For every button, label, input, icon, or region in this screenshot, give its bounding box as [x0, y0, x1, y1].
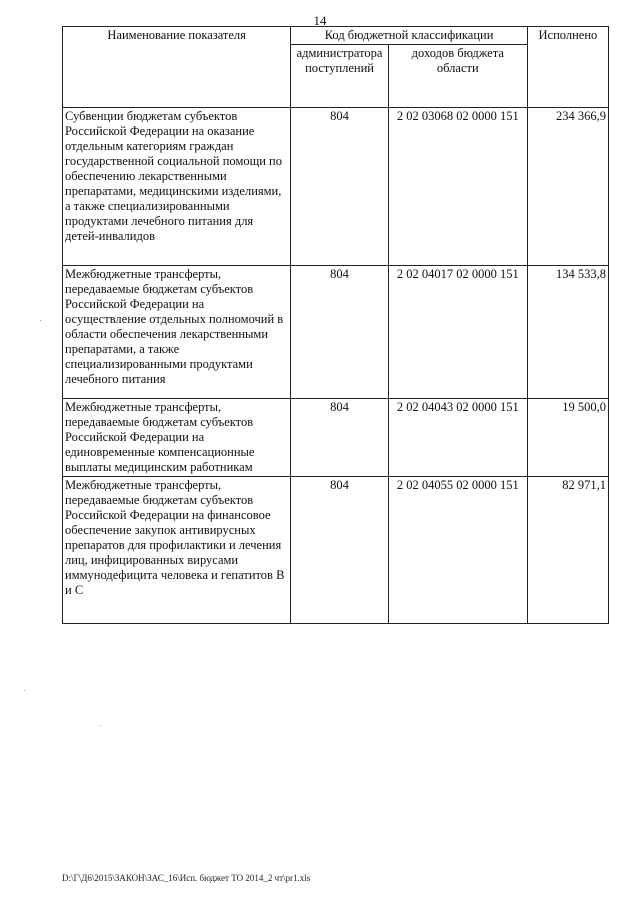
header-income: доходов бюджета области: [388, 45, 527, 108]
row-amount: 82 971,1: [527, 477, 608, 624]
row-name: Межбюджетные трансферты, передаваемые бюджетам субъектов Российской Федерации на финансовое обеспечение закупок антивирусных препаратов для профилактики и лечения лиц, инфицированных вирусами иммунодефицита человека и гепатитов В и С: [63, 477, 291, 624]
header-admin: администратора поступлений: [291, 45, 388, 108]
row-amount: 19 500,0: [527, 399, 608, 477]
row-income-code: 2 02 04017 02 0000 151: [388, 266, 527, 399]
table-row: [63, 477, 609, 624]
footer-file-path: D:\Г\Д6\2015\ЗАКОН\ЗАС_16\Исп. бюджет ТО 2014_2 чт\pr1.xls: [62, 873, 311, 883]
scan-speck: [40, 320, 41, 321]
header-name: Наименование показателя: [63, 27, 291, 108]
row-name: Субвенции бюджетам субъектов Российской Федерации на оказание отдельным категориям граждан государственной социальной помощи по обеспечению лекарственными препаратами, медицинскими изделиями, а также специализированными продуктами лечебного питания для детей-инвалидов: [63, 108, 291, 266]
table-row: [63, 266, 609, 399]
scan-speck: [24, 690, 25, 691]
row-admin-code: 804: [291, 266, 388, 399]
row-income-code: 2 02 04043 02 0000 151: [388, 399, 527, 477]
table-row: [63, 108, 609, 266]
row-admin-code: 804: [291, 477, 388, 624]
row-name: Межбюджетные трансферты, передаваемые бюджетам субъектов Российской Федерации на осуществление отдельных полномочий в области обеспечения лекарственными препаратами, а также специализированными продуктами лечебного питания: [63, 266, 291, 399]
scan-speck: [100, 725, 101, 726]
header-code-group: Код бюджетной классификации: [291, 27, 527, 45]
table-row: [63, 399, 609, 477]
page-number: 14: [313, 13, 327, 28]
row-admin-code: 804: [291, 399, 388, 477]
row-admin-code: 804: [291, 108, 388, 266]
row-amount: 134 533,8: [527, 266, 608, 399]
header-executed: Исполнено: [527, 27, 608, 108]
row-income-code: 2 02 04055 02 0000 151: [388, 477, 527, 624]
budget-table: [62, 26, 609, 624]
row-amount: 234 366,9: [527, 108, 608, 266]
row-income-code: 2 02 03068 02 0000 151: [388, 108, 527, 266]
row-name: Межбюджетные трансферты, передаваемые бюджетам субъектов Российской Федерации на единовременные компенсационные выплаты медицинским работникам: [63, 399, 291, 477]
